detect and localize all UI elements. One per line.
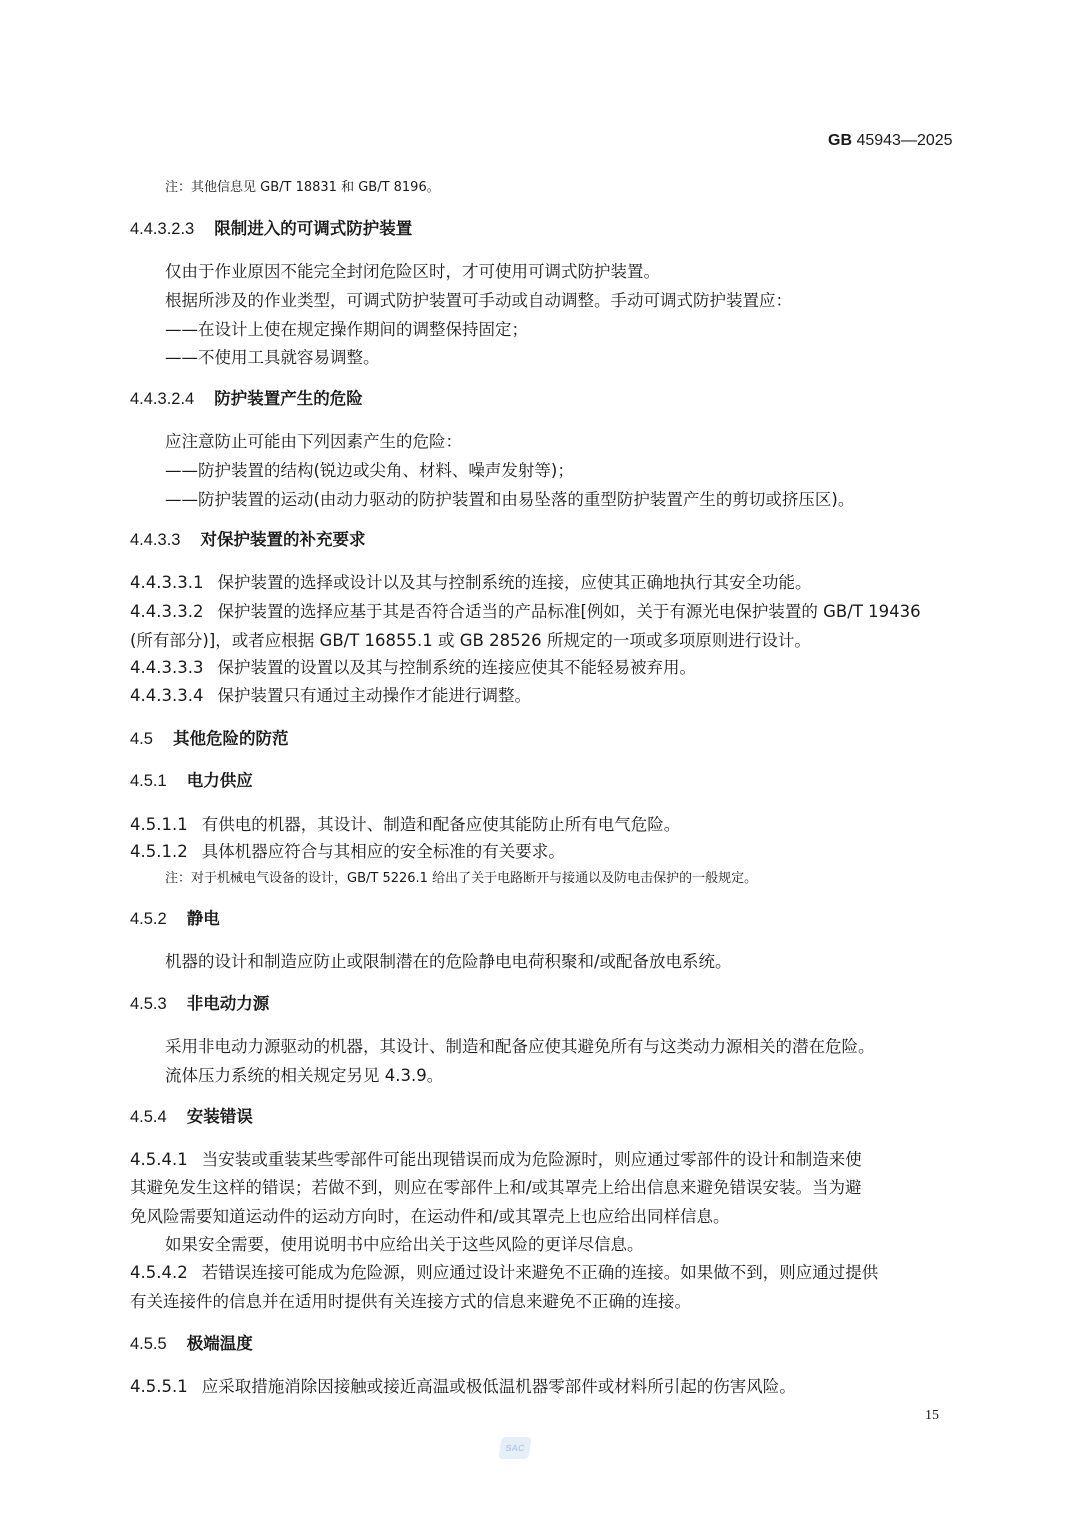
- note-other-info: 注：其他信息见 GB/T 18831 和 GB/T 8196。: [165, 180, 440, 195]
- list-item: ——防护装置的运动(由动力驱动的防护装置和由易坠落的重型防护装置产生的剪切或挤压区)。: [165, 490, 855, 509]
- paragraph: 采用非电动力源驱动的机器，其设计、制造和配备应使其避免所有与这类动力源相关的潜在危险。: [165, 1037, 875, 1056]
- clause-continuation: (所有部分)]，或者应根据 GB/T 16855.1 或 GB 28526 所规定的一项或多项原则进行设计。: [130, 631, 811, 650]
- clause-continuation: 有关连接件的信息并在适用时提供有关连接方式的信息来避免不正确的连接。: [130, 1292, 691, 1311]
- clause-4-4-3-3-2: 4.4.3.3.2 保护装置的选择应基于其是否符合适当的产品标准[例如，关于有源光电保护装置的 GB/T 19436: [130, 602, 921, 621]
- paragraph: 仅由于作业原因不能完全封闭危险区时，才可使用可调式防护装置。: [165, 262, 660, 281]
- clause-4-5-1-1: 4.5.1.1 有供电的机器，其设计、制造和配备应使其能防止所有电气危险。: [130, 815, 681, 834]
- section-heading-4-5-5: 4.5.5 极端温度: [130, 1334, 253, 1353]
- standard-code: GB 45943—2025: [828, 132, 953, 149]
- section-heading-4-5: 4.5 其他危险的防范: [130, 729, 289, 748]
- section-heading-4-4-3-2-3: 4.4.3.2.3 限制进入的可调式防护装置: [130, 219, 413, 238]
- page-number: 15: [925, 1408, 939, 1423]
- note-electrical: 注：对于机械电气设备的设计，GB/T 5226.1 给出了关于电路断开与接通以及防电击保护的一般规定。: [165, 871, 758, 886]
- paragraph: 应注意防止可能由下列因素产生的危险：: [165, 432, 462, 451]
- paragraph: 根据所涉及的作业类型，可调式防护装置可手动或自动调整。手动可调式防护装置应：: [165, 291, 792, 310]
- section-heading-4-5-4: 4.5.4 安装错误: [130, 1107, 253, 1126]
- list-item: ——在设计上使在规定操作期间的调整保持固定；: [165, 320, 528, 339]
- paragraph: 流体压力系统的相关规定另见 4.3.9。: [165, 1066, 444, 1085]
- section-heading-4-5-3: 4.5.3 非电动力源: [130, 994, 270, 1013]
- clause-4-4-3-3-1: 4.4.3.3.1 保护装置的选择或设计以及其与控制系统的连接，应使其正确地执行其安全功能。: [130, 573, 812, 592]
- clause-4-5-4-1: 4.5.4.1 当安装或重装某些零部件可能出现错误而成为危险源时，则应通过零部件的设计和制造来使: [130, 1150, 862, 1169]
- clause-4-4-3-3-4: 4.4.3.3.4 保护装置只有通过主动操作才能进行调整。: [130, 686, 531, 705]
- clause-continuation: 免风险需要知道运动件的运动方向时，在运动件和/或其罩壳上也应给出同样信息。: [130, 1207, 730, 1226]
- list-item: ——不使用工具就容易调整。: [165, 348, 380, 367]
- section-heading-4-5-1: 4.5.1 电力供应: [130, 771, 253, 790]
- list-item: ——防护装置的结构(锐边或尖角、材料、噪声发射等)；: [165, 461, 574, 480]
- clause-4-5-1-2: 4.5.1.2 具体机器应符合与其相应的安全标准的有关要求。: [130, 842, 565, 861]
- section-heading-4-4-3-3: 4.4.3.3 对保护装置的补充要求: [130, 530, 366, 549]
- clause-4-4-3-3-3: 4.4.3.3.3 保护装置的设置以及其与控制系统的连接应使其不能轻易被弃用。: [130, 658, 696, 677]
- paragraph: 如果安全需要，使用说明书中应给出关于这些风险的更详尽信息。: [165, 1235, 644, 1254]
- clause-continuation: 其避免发生这样的错误；若做不到，则应在零部件上和/或其罩壳上给出信息来避免错误安装。当为避: [130, 1178, 862, 1197]
- clause-4-5-4-2: 4.5.4.2 若错误连接可能成为危险源，则应通过设计来避免不正确的连接。如果做不到，则应通过提供: [130, 1263, 879, 1282]
- sac-logo: SAC: [498, 1437, 531, 1459]
- section-heading-4-4-3-2-4: 4.4.3.2.4 防护装置产生的危险: [130, 389, 363, 408]
- clause-4-5-5-1: 4.5.5.1 应采取措施消除因接触或接近高温或极低温机器零部件或材料所引起的伤害风险。: [130, 1377, 796, 1396]
- paragraph: 机器的设计和制造应防止或限制潜在的危险静电电荷积聚和/或配备放电系统。: [165, 952, 732, 971]
- section-heading-4-5-2: 4.5.2 静电: [130, 909, 220, 928]
